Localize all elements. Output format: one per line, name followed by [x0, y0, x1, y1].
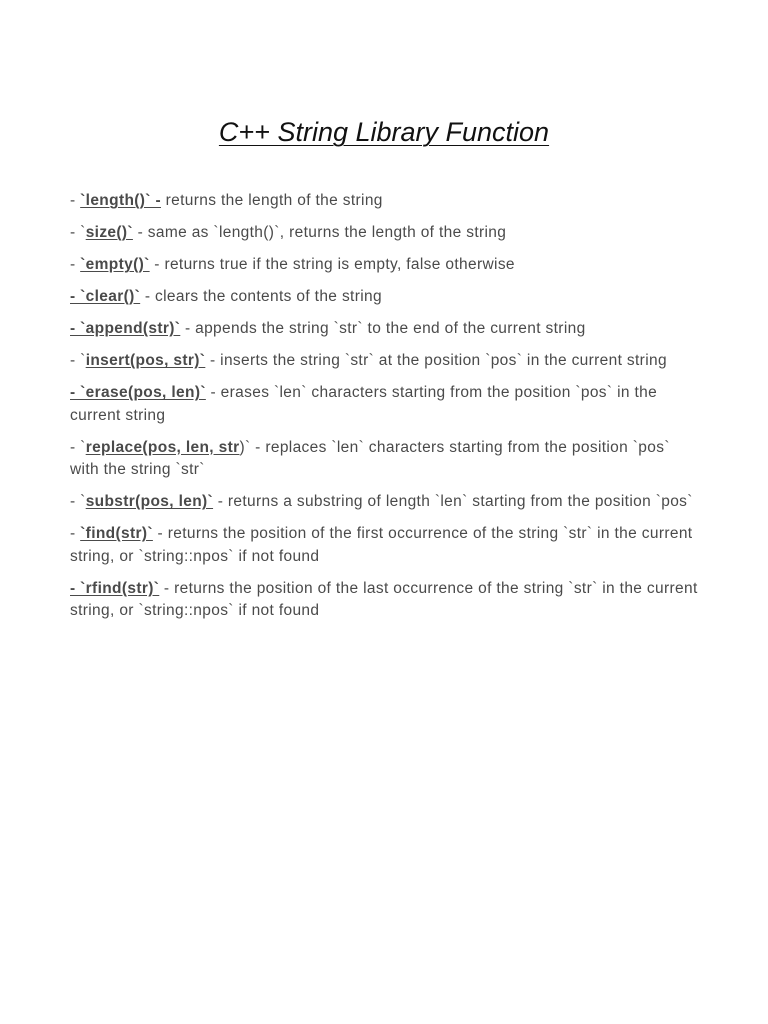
function-description: - clears the contents of the string	[140, 288, 382, 305]
function-description: )` - replaces `len` characters starting from the position `pos` with the string `str`	[70, 438, 670, 478]
function-name: - `rfind(str)`	[70, 579, 160, 597]
list-item-erase	[70, 382, 700, 427]
function-name: `empty()`	[80, 256, 150, 273]
item-prefix: - `	[70, 438, 86, 456]
function-name: replace(pos, len, str	[85, 438, 240, 456]
item-prefix: - `	[70, 493, 86, 510]
list-item-append	[70, 318, 700, 341]
list-item-clear	[70, 286, 700, 309]
function-name: size()`	[85, 224, 133, 241]
page-title	[0, 114, 768, 150]
function-description: - same as `length()`, returns the length of the string	[132, 224, 507, 241]
function-name: insert(pos, str)`	[85, 352, 206, 369]
list-item-substr	[70, 491, 700, 514]
function-name: - `erase(pos, len)`	[70, 384, 206, 401]
function-name: - `clear()`	[70, 288, 141, 305]
function-name: - `append(str)`	[70, 320, 181, 337]
list-item-length	[70, 190, 700, 213]
list-item-rfind	[70, 578, 700, 623]
function-description: - returns true if the string is empty, false otherwise	[149, 256, 515, 273]
list-item-insert	[70, 350, 700, 373]
item-prefix: -	[70, 256, 81, 273]
function-name: `find(str)`	[80, 525, 153, 542]
function-description: returns the length of the string	[160, 192, 383, 209]
item-prefix: -	[70, 525, 81, 542]
list-item-size	[70, 222, 700, 245]
function-name: substr(pos, len)`	[85, 493, 214, 510]
item-prefix: -	[70, 192, 81, 209]
function-description: - inserts the string `str` at the position `pos` in the current string	[205, 352, 667, 369]
function-description: - returns the position of the first occurrence of the string `str` in the current string, or `string::npos` if not found	[70, 525, 693, 565]
function-description: - returns a substring of length `len` starting from the position `pos`	[213, 493, 693, 510]
page-title-text: C++ String Library Function	[218, 117, 550, 147]
function-description: - returns the position of the last occurrence of the string `str` in the current string, or `string::npos` if not found	[70, 579, 698, 619]
function-description: - erases `len` characters starting from the position `pos` in the current string	[70, 384, 658, 424]
list-item-empty	[70, 254, 700, 277]
list-item-find	[70, 523, 700, 568]
item-prefix: - `	[70, 352, 86, 369]
function-list	[70, 190, 700, 632]
list-item-replace	[70, 437, 700, 482]
function-name: `length()` -	[80, 192, 161, 209]
item-prefix: - `	[70, 224, 86, 241]
function-description: - appends the string `str` to the end of the current string	[180, 320, 586, 337]
